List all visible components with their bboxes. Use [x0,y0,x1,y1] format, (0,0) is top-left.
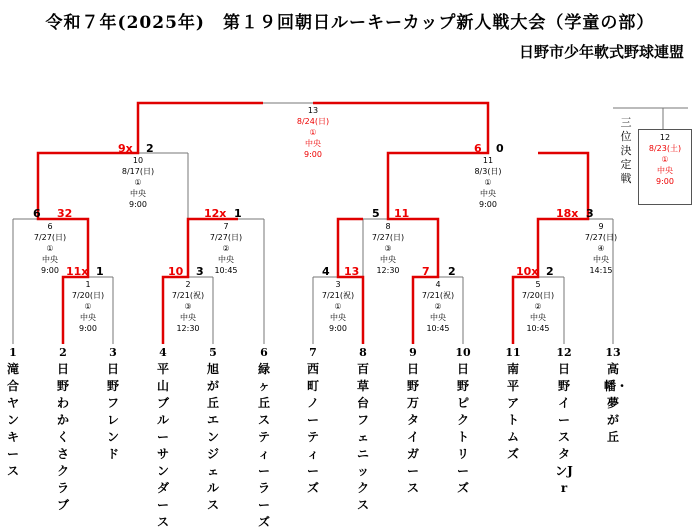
final-no: 13 [307,106,319,115]
team-13-name: 高幡・夢が丘 [604,362,629,444]
score-g2-right: 3 [196,265,204,278]
team-11-number: 11 [505,346,521,359]
score-g3-left: 4 [322,265,330,278]
g6-field: ① [46,244,54,253]
score-g1-left: 11x [66,265,89,278]
g10-date: 8/17(日) [121,167,155,176]
g6-venue: 中央 [42,255,58,264]
g2-date: 7/21(祝) [171,291,205,300]
g10-time: 9:00 [129,200,147,209]
team-13 [604,344,629,446]
team-7-name: 西町ノーティーズ [306,362,319,495]
g5-venue: 中央 [530,313,546,322]
g2-venue: 中央 [180,313,196,322]
g9-field: ④ [597,244,605,253]
g7-venue: 中央 [218,255,234,264]
team-3-name: 日野フレンド [106,362,119,461]
g4-no: 4 [435,280,441,289]
score-g6-right: 32 [57,207,73,220]
third-no: 12 [659,133,671,142]
score-g6-left: 6 [33,207,41,220]
g4-field: ② [434,302,442,311]
g1-field: ① [84,302,92,311]
g6-date: 7/27(日) [33,233,67,242]
third-date: 8/23(土) [648,144,682,153]
page-title: 令和７年(2025年) 第１９回朝日ルーキーカップ新人戦大会（学童の部） [45,13,655,33]
g3-venue: 中央 [330,313,346,322]
g9-venue: 中央 [593,255,609,264]
third-venue: 中央 [657,166,673,175]
g5-no: 5 [535,280,541,289]
score-g10-left: 9x [118,142,133,155]
team-5 [204,344,222,514]
team-9 [404,344,422,497]
score-g10-right: 2 [146,142,154,155]
team-11 [504,344,522,463]
team-6-number: 6 [260,346,268,359]
score-g5-right: 2 [546,265,554,278]
team-4 [154,344,172,531]
team-10-number: 10 [455,346,471,359]
third-field: ① [661,155,669,164]
team-5-name: 旭が丘エンジェルス [206,362,219,512]
score-g8-left: 5 [372,207,380,220]
g10-field: ① [134,178,142,187]
score-g11-left: 6 [474,142,482,155]
team-12-number: 12 [556,346,572,359]
team-13-number: 13 [605,346,621,359]
g7-field: ② [222,244,230,253]
g8-date: 7/27(日) [371,233,405,242]
g1-date: 7/20(日) [71,291,105,300]
team-1 [4,344,22,480]
third-place-label: 三位決定戦 [620,116,632,185]
team-12 [555,344,573,497]
g11-date: 8/3(日) [474,167,502,176]
team-7 [304,344,322,497]
g2-field: ③ [184,302,192,311]
team-8 [354,344,372,514]
score-g4-right: 2 [448,265,456,278]
score-g7-right: 1 [234,207,242,220]
team-1-number: 1 [9,346,17,359]
team-10-name: 日野ピクトリーズ [456,362,469,495]
g2-time: 12:30 [176,324,200,333]
g7-no: 7 [223,222,229,231]
g6-time: 9:00 [41,266,59,275]
g8-field: ③ [384,244,392,253]
team-2 [54,344,72,514]
g6-no: 6 [47,222,53,231]
team-6-name: 緑ヶ丘スティーラーズ [257,362,270,529]
g5-field: ② [534,302,542,311]
team-9-name: 日野万タイガース [406,362,419,495]
g11-field: ① [484,178,492,187]
team-12-name: 日野イースタンJr [555,362,573,495]
g8-time: 12:30 [376,266,400,275]
g5-date: 7/20(日) [521,291,555,300]
team-11-name: 南平アトムズ [506,362,519,461]
team-2-number: 2 [59,346,67,359]
g5-time: 10:45 [526,324,550,333]
team-3-number: 3 [109,346,117,359]
score-g2-left: 10 [168,265,184,278]
team-2-name: 日野わかくさクラブ [56,362,69,512]
g8-no: 8 [385,222,391,231]
g1-no: 1 [85,280,91,289]
score-g9-right: 3 [586,207,594,220]
score-g8-right: 11 [394,207,410,220]
final-venue: 中央 [305,139,321,148]
team-1-name: 滝合ヤンキース [6,362,19,478]
team-8-number: 8 [359,346,367,359]
third-time: 9:00 [656,177,674,186]
score-g5-left: 10x [516,265,539,278]
g1-venue: 中央 [80,313,96,322]
g7-time: 10:45 [214,266,238,275]
g3-time: 9:00 [329,324,347,333]
g11-time: 9:00 [479,200,497,209]
g10-no: 10 [132,156,144,165]
g1-time: 9:00 [79,324,97,333]
score-g1-right: 1 [96,265,104,278]
g7-date: 7/27(日) [209,233,243,242]
score-g11-right: 0 [496,142,504,155]
team-8-name: 百草台フェニックス [356,362,369,512]
g10-venue: 中央 [130,189,146,198]
g11-no: 11 [482,156,494,165]
g9-date: 7/27(日) [584,233,618,242]
g8-venue: 中央 [380,255,396,264]
g3-no: 3 [335,280,341,289]
team-10 [454,344,472,497]
team-4-number: 4 [159,346,167,359]
score-g3-right: 13 [344,265,360,278]
g2-no: 2 [185,280,191,289]
score-g7-left: 12x [204,207,227,220]
g3-field: ① [334,302,342,311]
g9-time: 14:15 [589,266,613,275]
g4-venue: 中央 [430,313,446,322]
g4-date: 7/21(祝) [421,291,455,300]
final-time: 9:00 [304,150,322,159]
organizer: 日野市少年軟式野球連盟 [518,43,684,61]
team-7-number: 7 [309,346,317,359]
team-3 [104,344,122,463]
g4-time: 10:45 [426,324,450,333]
team-9-number: 9 [409,346,417,359]
score-g9-left: 18x [556,207,579,220]
g11-venue: 中央 [480,189,496,198]
g9-no: 9 [598,222,604,231]
team-5-number: 5 [209,346,217,359]
team-6 [255,344,273,531]
team-4-name: 平山ブルーサンダース [156,362,169,529]
g3-date: 7/21(祝) [321,291,355,300]
score-g4-left: 7 [422,265,430,278]
final-date: 8/24(日) [296,117,330,126]
final-field: ① [309,128,317,137]
